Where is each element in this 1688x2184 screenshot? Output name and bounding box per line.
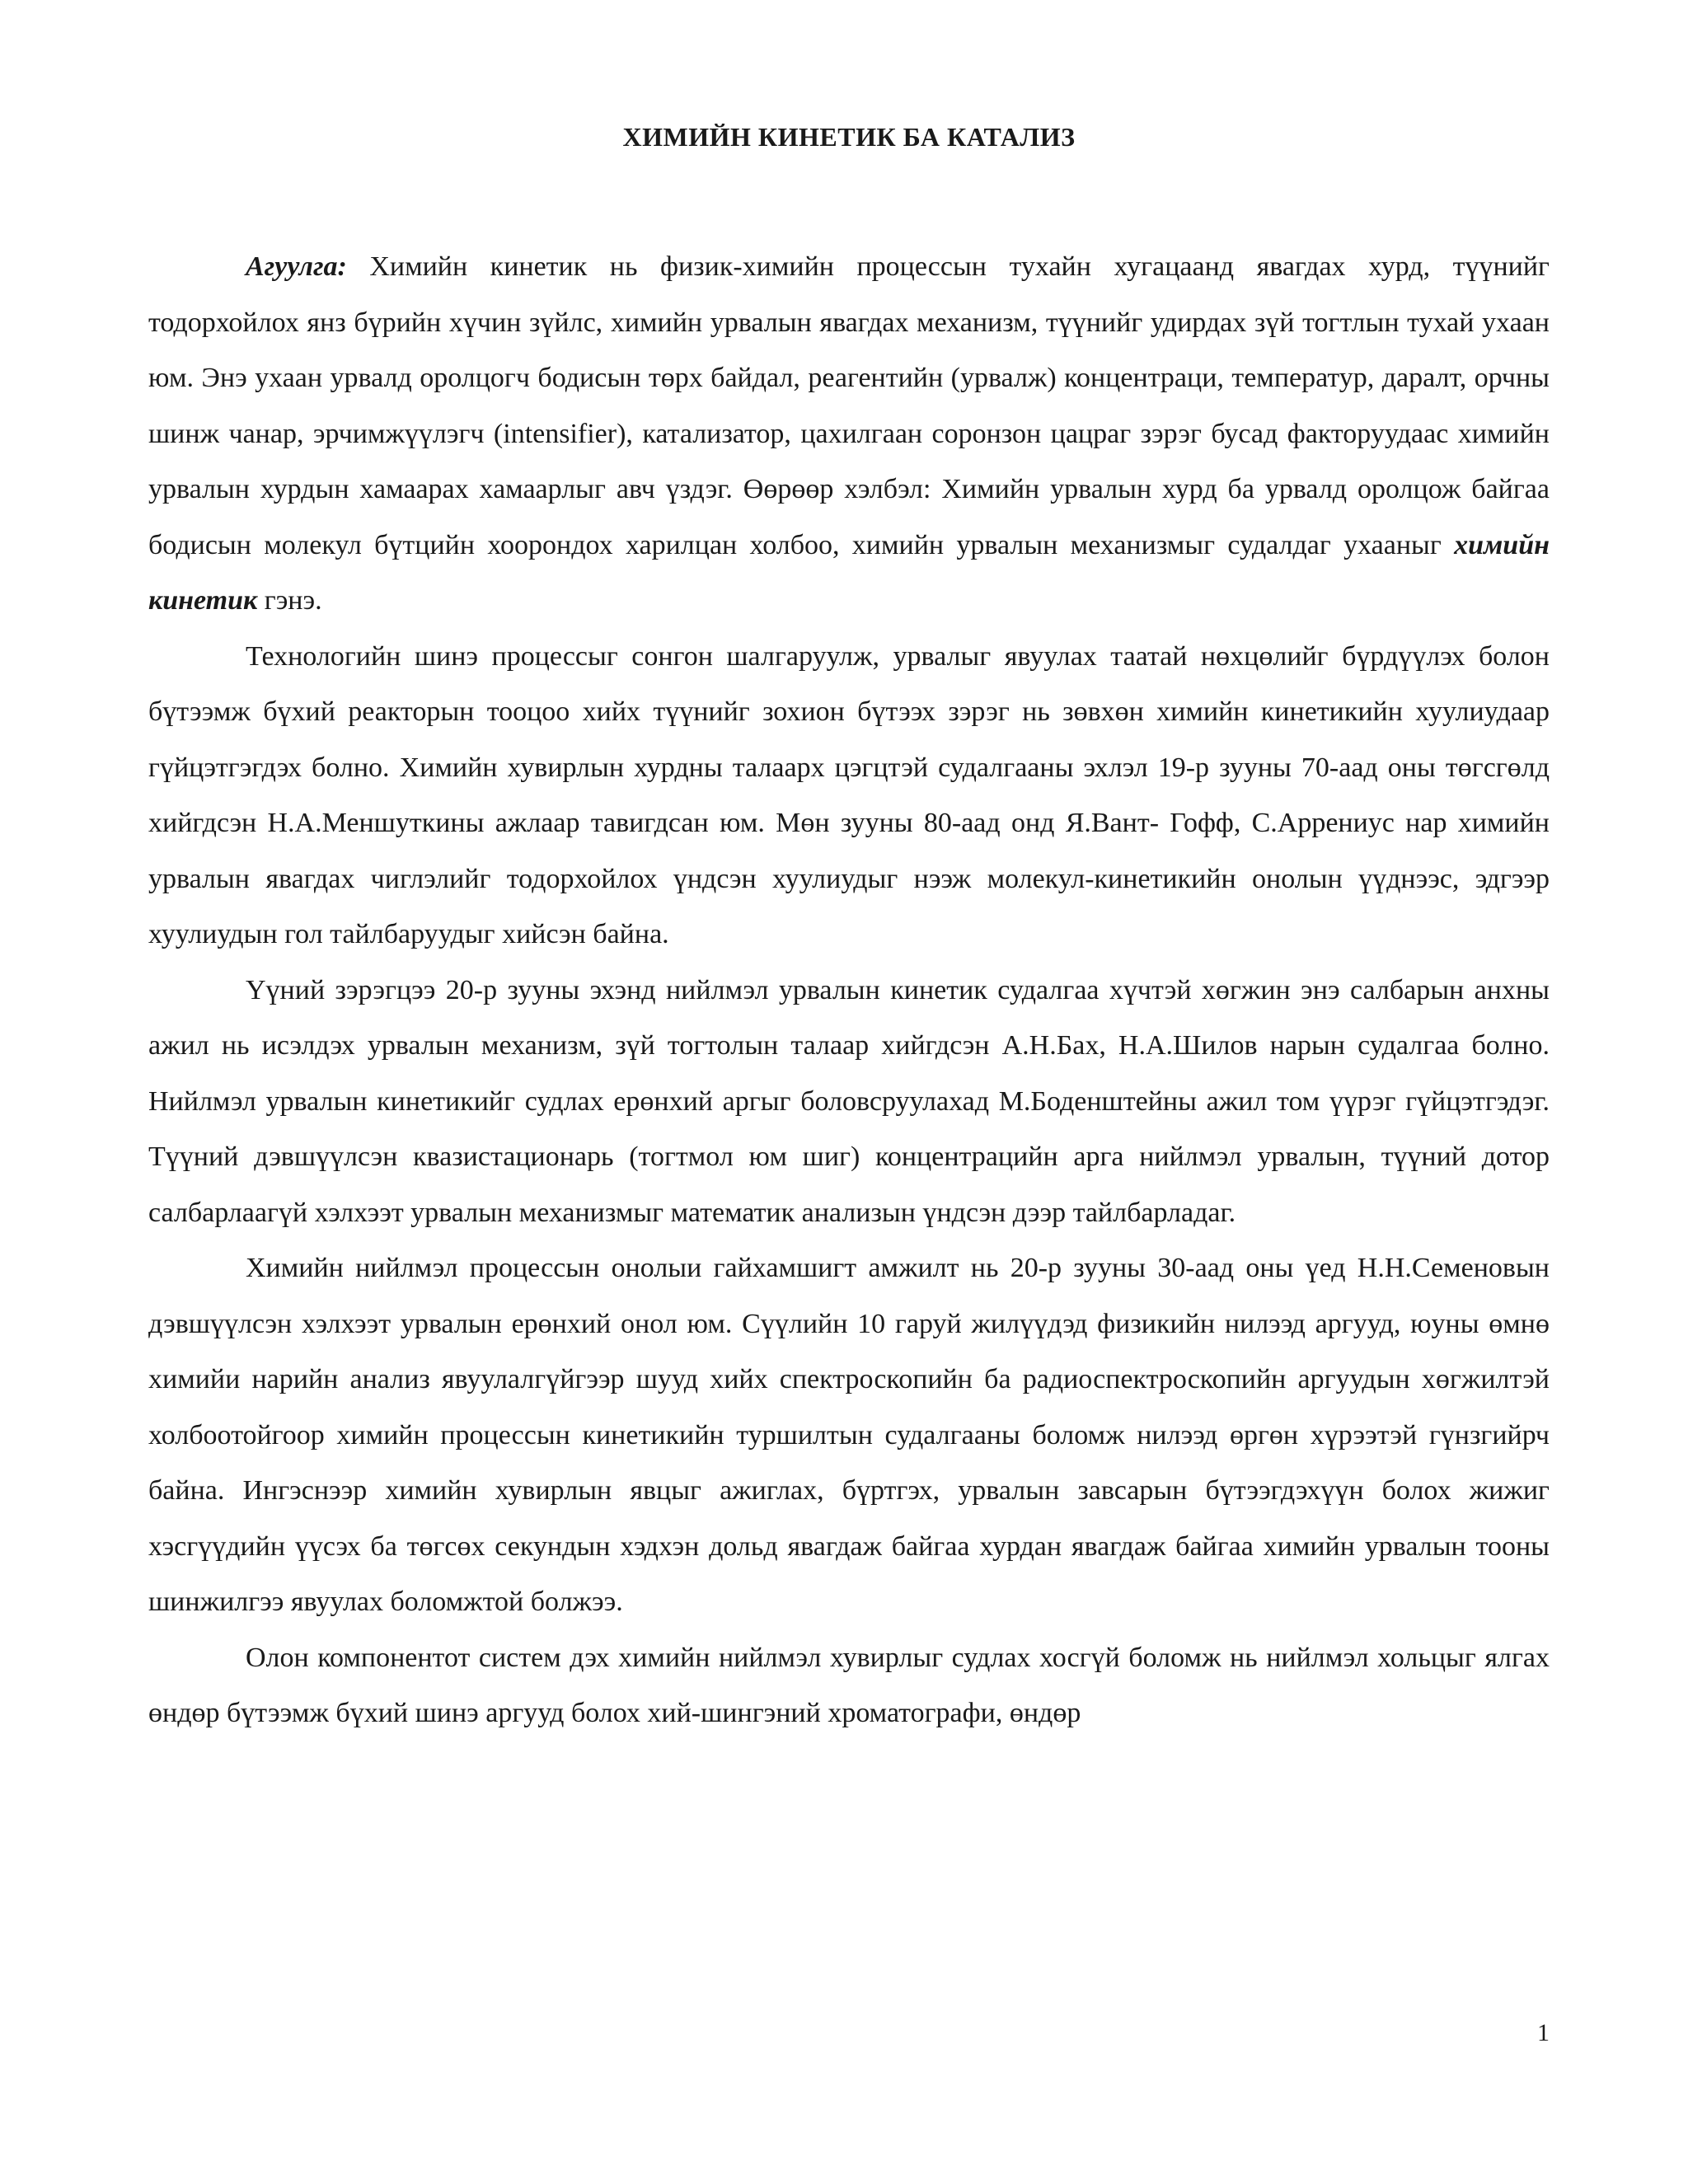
document-body	[148, 239, 1550, 1741]
paragraph: Олон компонентот систем дэх химийн нийлмэл хувирлыг судлах хосгүй боломж нь нийлмэл хольцыг ялгах өндөр бүтээмж бүхий шинэ аргууд болох хий-шингэний хроматографи, өндөр	[148, 1642, 1550, 1728]
intro-text-after: гэнэ.	[257, 585, 322, 616]
paragraph: Үүний зэрэгцээ 20-р зууны эхэнд нийлмэл урвалын кинетик судалгаа хүчтэй хөгжин энэ салбарын анхны ажил нь исэлдэх урвалын механизм, зүй тогтолын талаар хийгдсэн А.Н.Бах, Н.А.Шилов нарын судалгаа болно. Нийлмэл урвалын кинетикийг судлах ерөнхий аргыг боловсруулахад М.Боденштейны ажил том үүрэг гүйцэтгэдэг. Түүний дэвшүүлсэн квазистационарь (тогтмол юм шиг) концентрацийн арга нийлмэл урвалын, түүний дотор салбарлаагүй хэлхээт урвалын механизмыг математик анализын үндсэн дээр тайлбарладаг.	[148, 974, 1550, 1228]
intro-paragraph	[148, 239, 1550, 629]
document-title: ХИМИЙН КИНЕТИК БА КАТАЛИЗ	[622, 122, 1076, 152]
page-number: 1	[1537, 2019, 1550, 2046]
paragraph: Химийн нийлмэл процессын онолыи гайхамшигт амжилт нь 20-р зууны 30-аад оны үед Н.Н.Семеновын дэвшүүлсэн хэлхээт урвалын ерөнхий онол юм. Сүүлийн 10 гаруй жилүүдэд физикийн нилээд аргууд, юуны өмнө химийи нарийн анализ явуулалгүйгээр шууд хийх спектроскопийн ба радиоспектроскопийн аргуудын хөгжилтэй холбоотойгоор химийн процессын кинетикийн туршилтын судалгааны боломж нилээд өргөн хүрээтэй гүнзгийрч байна. Ингэснээр химийн хувирлын явцыг ажиглах, бүртгэх, урвалын завсарын бүтээгдэхүүн болох жижиг хэсгүүдийн үүсэх ба төгсөх секундын хэдхэн дольд явагдаж байгаа хурдан явагдаж байгаа химийн урвалын тооны шинжилгээ явуулах боломжтой болжээ.	[148, 1253, 1550, 1617]
intro-term: химийн кинетик	[148, 529, 1550, 616]
intro-label: Агуулга:	[246, 251, 347, 282]
paragraph: Технологийн шинэ процессыг сонгон шалгаруулж, урвалыг явуулах таатай нөхцөлийг бүрдүүлэх болон бүтээмж бүхий реакторын тооцоо хийх түүнийг зохион бүтээх зэрэг нь зөвхөн химийн кинетикийн хуулиудаар гүйцэтгэгдэх болно. Химийн хувирлын хурдны талаарх цэгцтэй судалгааны эхлэл 19-р зууны 70-аад оны төгсгөлд хийгдсэн Н.А.Меншуткины ажлаар тавигдсан юм. Мөн зууны 80-аад онд Я.Вант- Гофф, С.Аррениус нар химийн урвалын явагдах чиглэлийг тодорхойлох үндсэн хуулиудыг нээж молекул-кинетикийн онолын үүднээс, эдгээр хуулиудын гол тайлбаруудыг хийсэн байна.	[148, 640, 1550, 949]
intro-text-before: Химийн кинетик нь физик-химийн процессын тухайн хугацаанд явагдах хурд, түүнийг тодорхойлох янз бүрийн хүчин зүйлс, химийн урвалын явагдах механизм, түүнийг удирдах зүй тогтлын тухай ухаан юм. Энэ ухаан урвалд оролцогч бодисын төрх байдал, реагентийн (урвалж) концентраци, температур, даралт, орчны шинж чанар, эрчимжүүлэгч (intensifier), катализатор, цахилгаан соронзон цацраг зэрэг бусад факторуудаас химийн урвалын хурдын хамаарах хамаарлыг авч үздэг. Өөрөөр хэлбэл: Химийн урвалын хурд ба урвалд оролцож байгаа бодисын молекул бүтцийн хоорондох харилцан холбоо, химийн урвалын механизмыг судалдаг ухааныг	[148, 251, 1550, 560]
document-page	[148, 0, 1550, 2184]
